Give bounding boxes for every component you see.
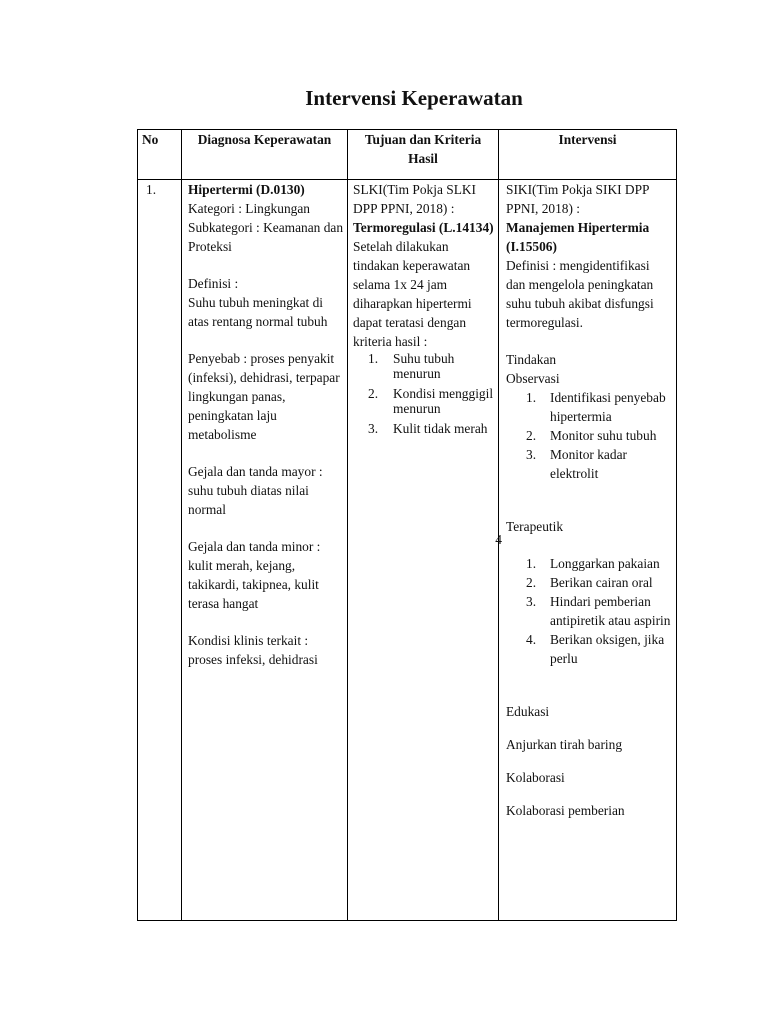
list-item: 2. Monitor suhu tubuh [526,428,657,443]
observasi-list [506,388,672,483]
diagnosa-definisi-label: Definisi : [188,276,239,291]
intervensi-tindakan: Tindakan [506,352,557,367]
intervention-table [137,129,677,921]
intervensi-kolaborasi-text: Kolaborasi pemberian [506,803,625,818]
page-title: Intervensi Keperawatan [305,86,523,110]
intervensi-edukasi-text: Anjurkan tirah baring [506,737,623,752]
header-diagnosa: Diagnosa Keperawatan [182,130,348,180]
diagnosa-definisi: Suhu tubuh meningkat di atas rentang normal tubuh [188,295,328,329]
intervensi-cell [499,180,677,921]
page-number: 4 [495,532,502,547]
list-item: 2. Kondisi menggigil menurun [368,386,494,416]
diagnosa-gejala-mayor: Gejala dan tanda mayor : suhu tubuh diatas nilai normal [188,464,323,517]
intervensi-definisi: Definisi : mengidentifikasi dan mengelola peningkatan suhu tubuh akibat disfungsi termoregulasi. [506,258,654,330]
diagnosa-gejala-minor: Gejala dan tanda minor : kulit merah, kejang, takikardi, takipnea, kulit terasa hangat [188,539,321,611]
list-item: 1. Suhu tubuh menurun [368,351,455,381]
list-item: 2. Berikan cairan oral [526,575,653,590]
intervensi-terapeutik: Terapeutik [506,519,564,534]
list-item: 3. Monitor kadar elektrolit [526,447,627,481]
list-item: 3. Kulit tidak merah [368,421,488,436]
header-no: No [138,130,182,180]
tujuan-text: Setelah dilakukan tindakan keperawatan selama 1x 24 jam diharapkan hipertermi dapat teratasi dengan kriteria hasil : [353,239,472,349]
list-item: 1. Longgarkan pakaian [526,556,660,571]
row-number: 1. [138,180,182,921]
list-item: 3. Hindari pemberian antipiretik atau aspirin [526,594,671,628]
diagnosa-cell [182,180,348,921]
tujuan-source: SLKI(Tim Pokja SLKI DPP PPNI, 2018) : [353,182,477,216]
diagnosa-subkategori: Subkategori : Keamanan dan Proteksi [188,220,344,254]
diagnosa-kondisi: Kondisi klinis terkait : proses infeksi, dehidrasi [188,633,318,667]
header-tujuan: Tujuan dan Kriteria Hasil [348,130,499,180]
table-row [138,180,677,921]
list-item: 4. Berikan oksigen, jika perlu [526,632,665,666]
header-intervensi: Intervensi [499,130,677,180]
tujuan-name: Termoregulasi (L.14134) [353,220,494,235]
intervensi-source: SIKI(Tim Pokja SIKI DPP PPNI, 2018) : [506,182,649,216]
diagnosa-penyebab: Penyebab : proses penyakit (infeksi), dehidrasi, terpapar lingkungan panas, peningkatan laju metabolisme [188,351,340,442]
intervensi-observasi: Observasi [506,371,560,386]
diagnosa-name: Hipertermi (D.0130) [188,182,305,197]
terapeutik-list [506,554,672,668]
criteria-list [353,351,494,436]
intervensi-kolaborasi: Kolaborasi [506,770,565,785]
intervensi-edukasi: Edukasi [506,704,550,719]
diagnosa-kategori: Kategori : Lingkungan [188,201,310,216]
table-header-row [138,130,677,180]
intervensi-name: Manajemen Hipertermia (I.15506) [506,220,650,254]
list-item: 1. Identifikasi penyebab hipertermia [526,390,666,424]
tujuan-cell [348,180,502,921]
